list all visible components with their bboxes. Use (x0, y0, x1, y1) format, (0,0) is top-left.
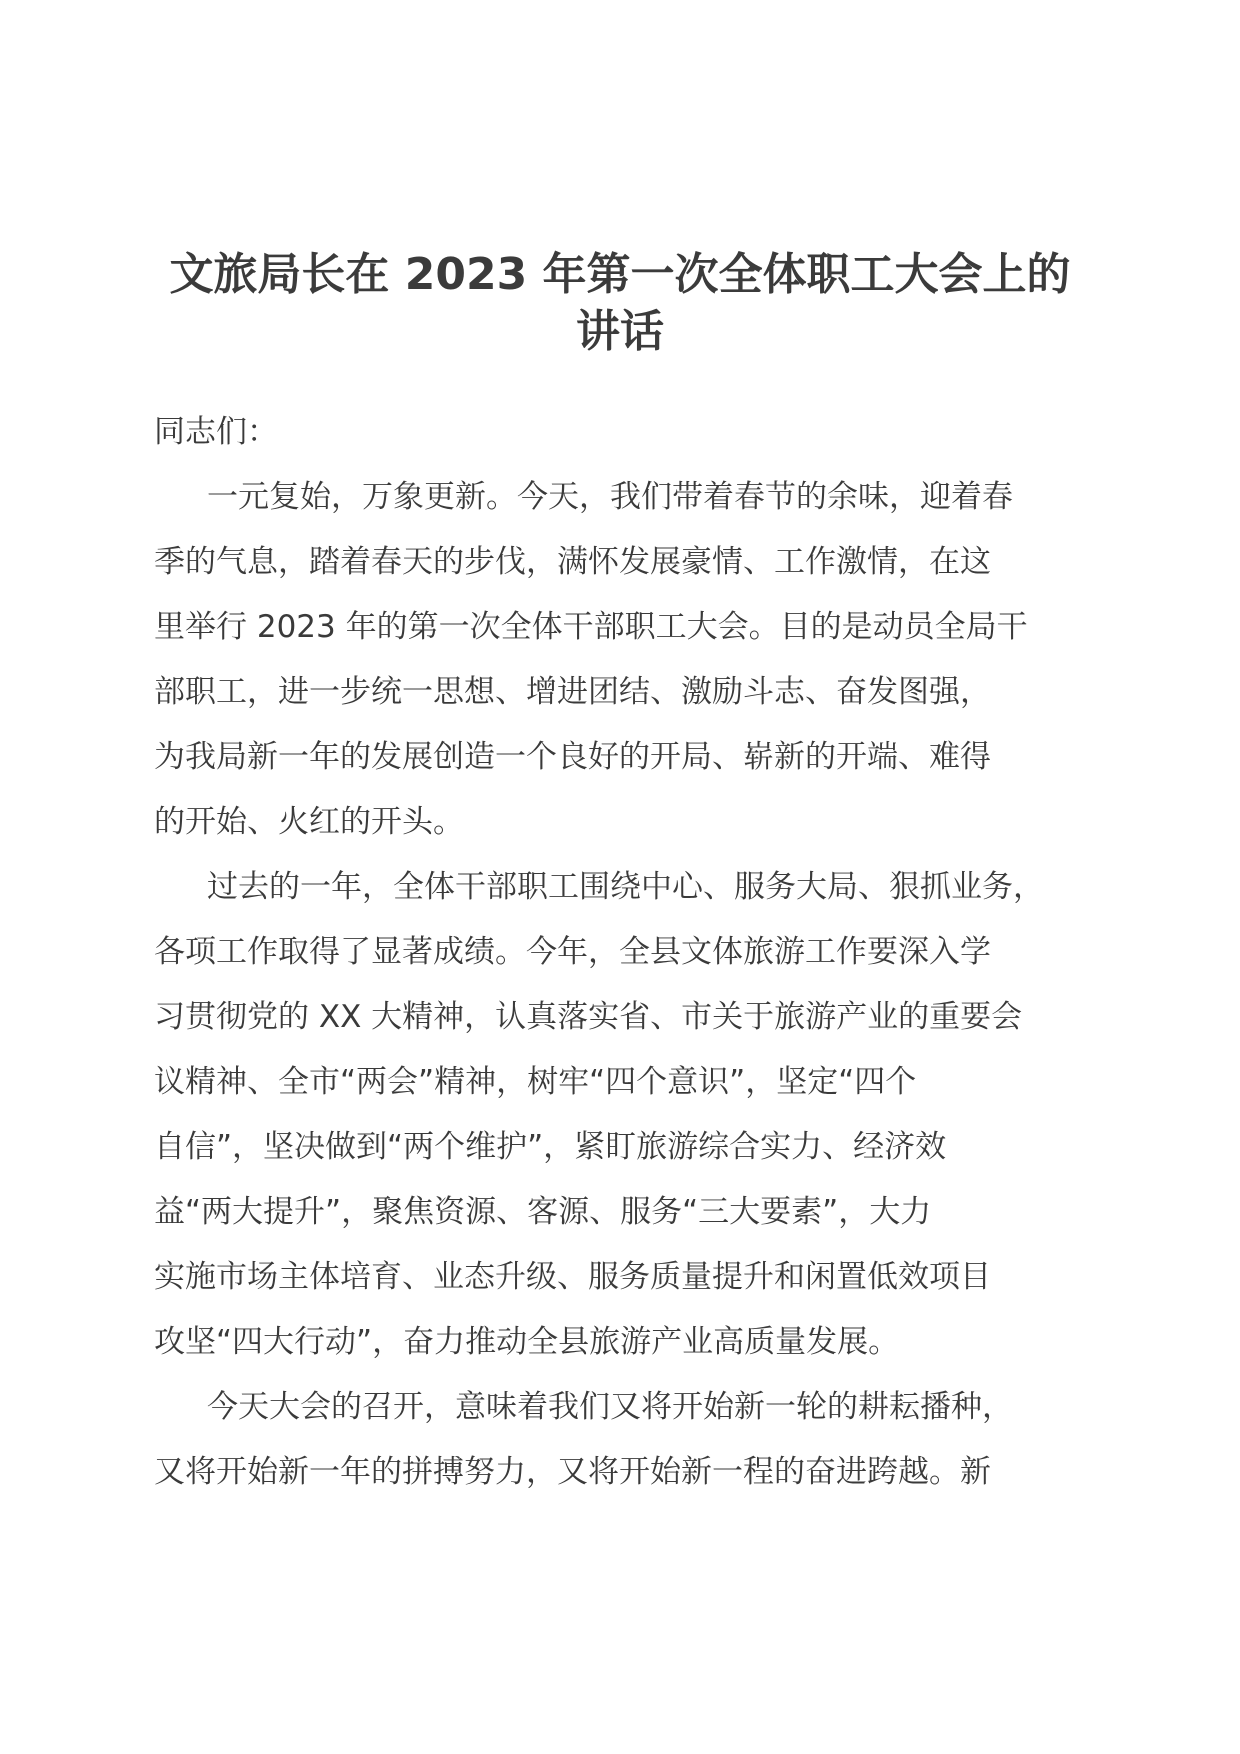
paragraph-line: 议精神、全市“两会”精神，树牢“四个意识”，坚定“四个 (154, 1064, 917, 1100)
paragraph-line: 各项工作取得了显著成绩。今年，全县文体旅游工作要深入学 (154, 934, 991, 970)
document-body (154, 400, 1104, 1505)
greeting: 同志们： (154, 414, 278, 450)
paragraph-line: 攻坚“四大行动”，奋力推动全县旅游产业高质量发展。 (154, 1324, 900, 1360)
paragraph-line: 一元复始，万象更新。今天，我们带着春节的余味，迎着春 (207, 479, 1013, 515)
paragraph-line: 季的气息，踏着春天的步伐，满怀发展豪情、工作激情，在这 (154, 544, 991, 580)
paragraph-line: 实施市场主体培育、业态升级、服务质量提升和闲置低效项目 (154, 1259, 991, 1295)
paragraph-1 (154, 465, 1104, 855)
paragraph-line: 的开始、火红的开头。 (154, 804, 464, 840)
paragraph-line: 今天大会的召开，意味着我们又将开始新一轮的耕耘播种， (207, 1389, 1013, 1425)
paragraph-line: 习贯彻党的 XX 大精神，认真落实省、市关于旅游产业的重要会 (154, 999, 1023, 1035)
document-title (140, 246, 1100, 360)
paragraph-line: 自信”，坚决做到“两个维护”，紧盯旅游综合实力、经济效 (154, 1129, 947, 1165)
paragraph-3 (154, 1375, 1104, 1505)
paragraph-line: 里举行 2023 年的第一次全体干部职工大会。目的是动员全局干 (154, 609, 1028, 645)
paragraph-line: 过去的一年，全体干部职工围绕中心、服务大局、狠抓业务， (207, 869, 1044, 905)
paragraph-line: 又将开始新一年的拼搏努力，又将开始新一程的奋进跨越。新 (154, 1454, 991, 1490)
title-line: 讲话 (576, 306, 664, 357)
paragraph-2 (154, 855, 1104, 1375)
paragraph-line: 部职工，进一步统一思想、增进团结、激励斗志、奋发图强， (154, 674, 991, 710)
paragraph-line: 益“两大提升”，聚焦资源、客源、服务“三大要素”，大力 (154, 1194, 932, 1230)
paragraph-line: 为我局新一年的发展创造一个良好的开局、崭新的开端、难得 (154, 739, 991, 775)
title-line: 文旅局长在 2023 年第一次全体职工大会上的 (169, 249, 1071, 300)
